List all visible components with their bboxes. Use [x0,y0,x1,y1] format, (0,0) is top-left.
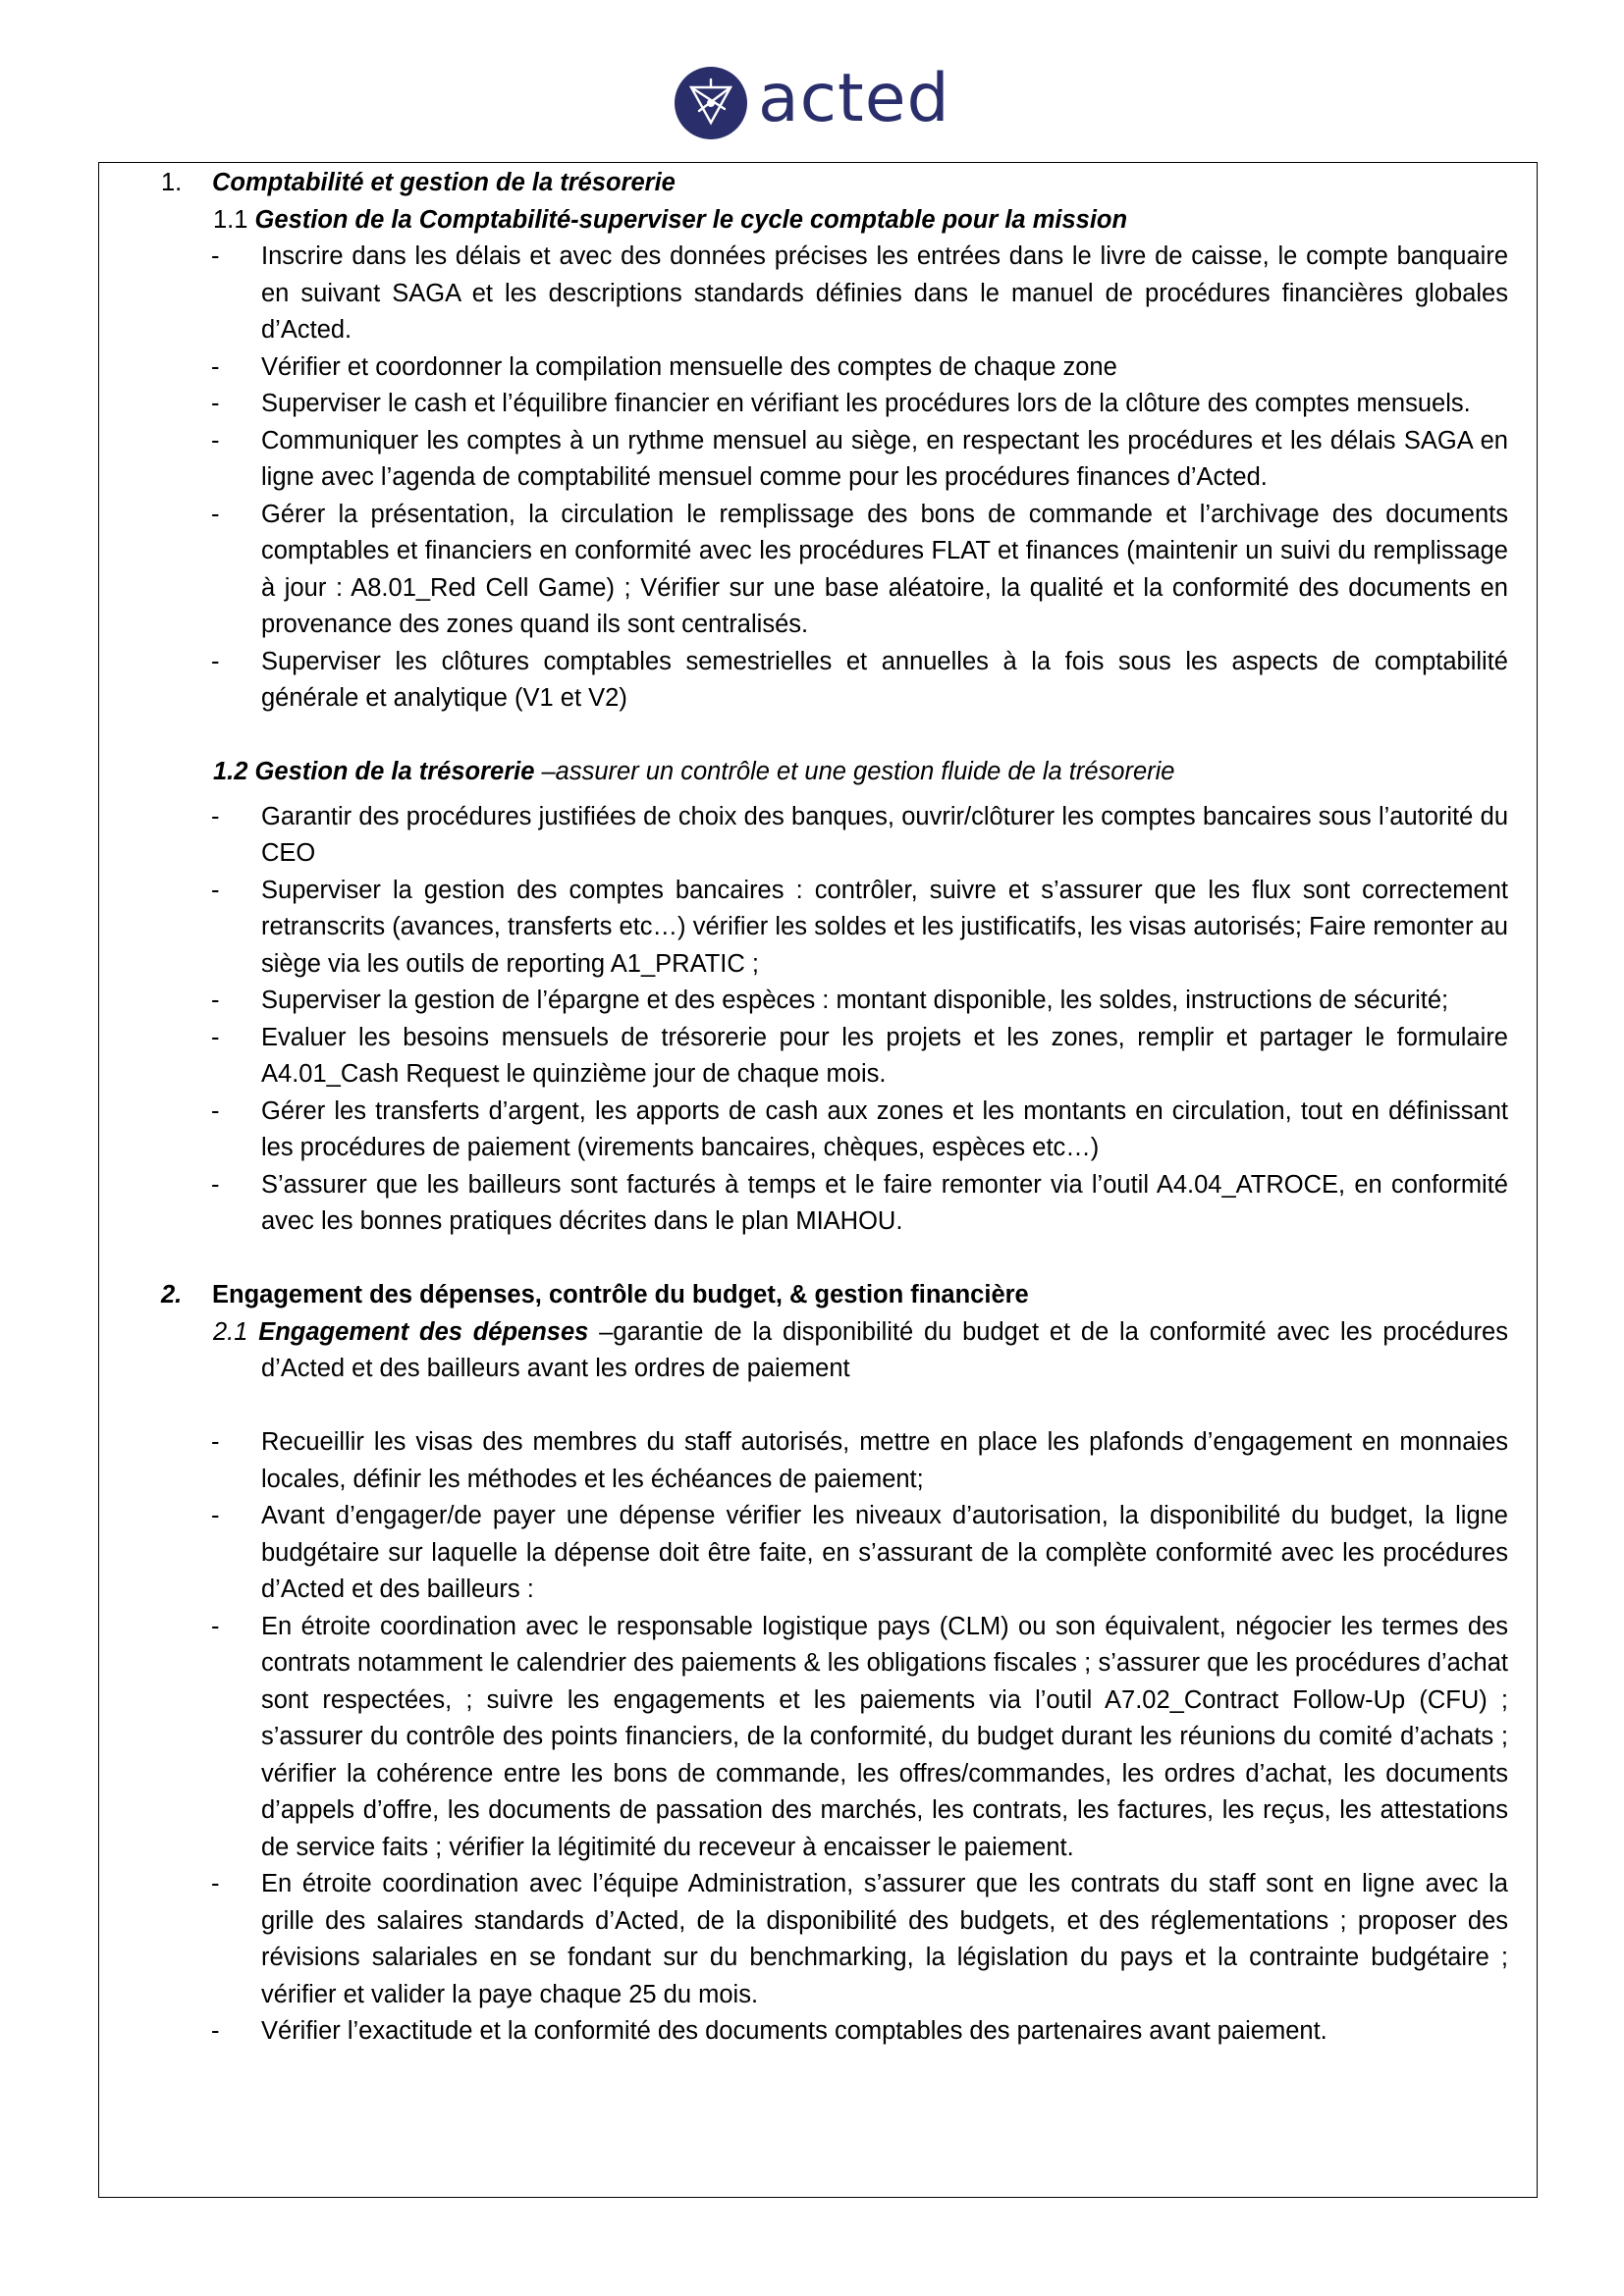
list-item: - Superviser la gestion des comptes bancaires : contrôler, suivre et s’assurer que les flux sont correctement retranscrits (avances, transferts etc…) vérifier les soldes et les justificatifs, les visas autorisés; Faire remonter au siège via les outils de reporting A1_PRATIC ; [161,873,1508,984]
list-item: - En étroite coordination avec l’équipe Administration, s’assurer que les contrats du staff sont en ligne avec la grille des salaires standards d’Acted, de la disponibilité des budgets, et des réglementations ; proposer des révisions salariales en se fondant sur du benchmarking, la législation du pays et la contrainte budgétaire ; vérifier et valider la paye chaque 25 du mois. [161,1866,1508,2013]
list-item: - Inscrire dans les délais et avec des données précises les entrées dans le livre de caisse, le compte banquaire en suivant SAGA et les descriptions standards définies dans le manuel de procédures financières globales d’Acted. [161,239,1508,349]
acted-logo [674,60,950,143]
section-2-number: 2. [161,1281,183,1308]
subsection-2-1-title: Engagement des dépenses [258,1317,589,1346]
list-item: - Gérer la présentation, la circulation le remplissage des bons de commande et l’archivage des documents comptables et financiers en conformité avec les procédures FLAT et finances (maintenir un suivi du remplissage à jour : A8.01_Red Cell Game) ; Vérifier sur une base aléatoire, la qualité et la conformité des documents en provenance des zones quand ils sont centralisés. [161,497,1508,644]
subsection-2-1-description: –garantie de la disponibilité du budget et de la conformité avec les procédures d’Acted et des bailleurs avant les ordres de paiement [261,1317,1508,1382]
list-item: - S’assurer que les bailleurs sont facturés à temps et le faire remonter via l’outil A4.04_ATROCE, en conformité avec les bonnes pratiques décrites dans le plan MIAHOU. [161,1167,1508,1241]
list-item: - Communiquer les comptes à un rythme mensuel au siège, en respectant les procédures et les délais SAGA en ligne avec l’agenda de comptabilité mensuel comme pour les procédures finances d’Acted. [161,423,1508,497]
list-item: - Superviser les clôtures comptables semestrielles et annuelles à la fois sous les aspects de comptabilité générale et analytique (V1 et V2) [161,644,1508,718]
list-item: - Avant d’engager/de payer une dépense vérifier les niveaux d’autorisation, la disponibilité du budget, la ligne budgétaire sur laquelle la dépense doit être faite, en s’assurant de la complète conformité avec les procédures d’Acted et des bailleurs : [161,1498,1508,1609]
list-item: - Vérifier et coordonner la compilation mensuelle des comptes de chaque zone [161,349,1508,387]
subsection-2-1-number: 2.1 [213,1317,248,1346]
list-item: - Vérifier l’exactitude et la conformité des documents comptables des partenaires avant paiement. [161,2013,1508,2051]
list-item: - Superviser le cash et l’équilibre financier en vérifiant les procédures lors de la clôture des comptes mensuels. [161,386,1508,423]
section-2-title: Engagement des dépenses, contrôle du budget, & gestion financière [212,1281,1029,1308]
logo-wordmark: acted [758,60,950,137]
list-item: - Garantir des procédures justifiées de choix des banques, ouvrir/clôturer les comptes bancaires sous l’autorité du CEO [161,799,1508,873]
section-2-heading [161,1277,1508,1314]
subsection-2-1-heading [161,1314,1508,1388]
subsection-1-1-number: 1.1 [213,205,248,234]
list-item: - En étroite coordination avec le responsable logistique pays (CLM) ou son équivalent, négocier les termes des contrats notamment le calendrier des paiements & les obligations fiscales ; s’assurer que les procédures d’achat sont respectées, ; suivre les engagements et les paiements via l’outil A7.02_Contract Follow-Up (CFU) ; s’assurer du contrôle des points financiers, de la conformité, du budget durant les réunions du comité d’achats ; vérifier la cohérence entre les bons de commande, les offres/commandes, les ordres d’achat, les documents d’appels d’offre, les documents de passation des marchés, les contrats, les factures, les reçus, les attestations de service faits ; vérifier la légitimité du receveur à encaisser le paiement. [161,1609,1508,1867]
list-item: - Gérer les transferts d’argent, les apports de cash aux zones et les montants en circulation, tout en définissant les procédures de paiement (virements bancaires, chèques, espèces etc…) [161,1094,1508,1167]
section-1-heading [161,165,1508,202]
section-1-title: Comptabilité et gestion de la trésorerie [212,169,676,196]
subsection-1-2-description: –assurer un contrôle et une gestion fluide de la trésorerie [541,758,1175,785]
subsection-1-2-heading [161,754,1508,791]
list-item: - Recueillir les visas des membres du staff autorisés, mettre en place les plafonds d’engagement en monnaies locales, définir les méthodes et les échéances de paiement; [161,1424,1508,1498]
acted-globe-icon [674,66,748,140]
subsection-1-2-list [161,799,1508,1241]
document-body [161,165,1508,2051]
subsection-1-1-list [161,239,1508,718]
section-1-number: 1. [161,169,183,196]
subsection-1-1-title: Gestion de la Comptabilité-superviser le cycle comptable pour la mission [254,205,1128,234]
subsection-2-1-list [161,1424,1508,2051]
subsection-1-2-title: Gestion de la trésorerie [254,758,535,785]
list-item: - Superviser la gestion de l’épargne et des espèces : montant disponible, les soldes, instructions de sécurité; [161,983,1508,1020]
list-item: - Evaluer les besoins mensuels de trésorerie pour les projets et les zones, remplir et partager le formulaire A4.01_Cash Request le quinzième jour de chaque mois. [161,1020,1508,1094]
subsection-1-1-heading [161,202,1508,240]
subsection-1-2-number: 1.2 [213,758,248,785]
